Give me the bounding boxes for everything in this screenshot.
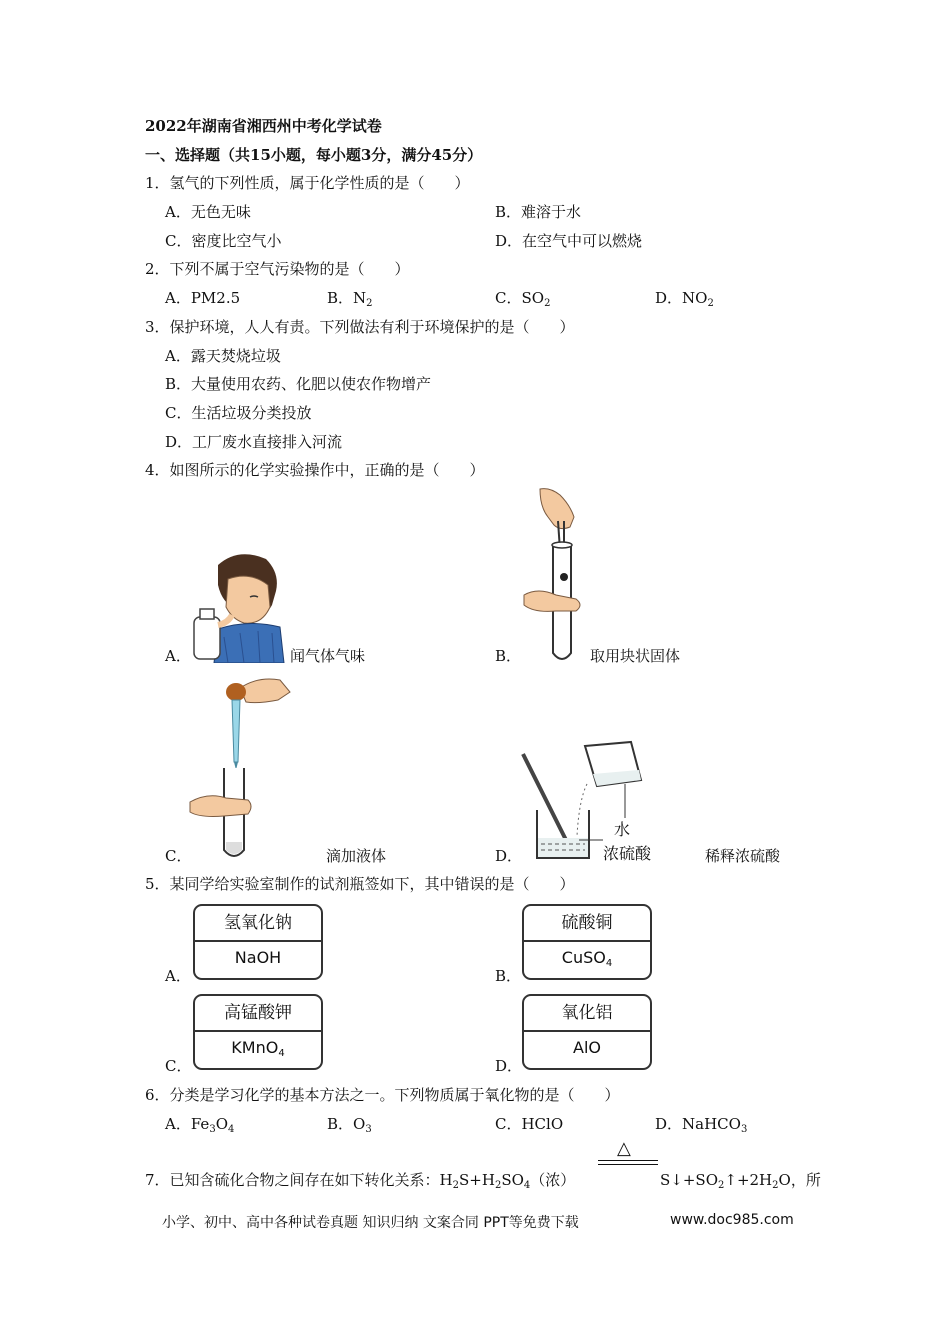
q1-option-b: B．难溶于水 <box>495 203 582 221</box>
reagent-name: 氢氧化钠 <box>195 906 321 942</box>
q3-option-c: C．生活垃圾分类投放 <box>165 404 312 422</box>
reagent-name: 硫酸铜 <box>524 906 650 942</box>
question-2-stem: 2．下列不属于空气污染物的是（ ） <box>145 260 410 278</box>
heat-symbol: △ <box>617 1138 631 1159</box>
q1-option-c: C．密度比空气小 <box>165 232 282 250</box>
q2-option-c: C．$SO_2$ <box>495 289 551 309</box>
footer-promo-text: 小学、初中、高中各种试卷真题 知识归纳 文案合同 PPT等免费下载 <box>162 1215 579 1231</box>
q4-option-d-letter: D． <box>495 847 523 865</box>
solid-in-test-tube-illustration <box>520 487 590 665</box>
reaction-arrow-line <box>598 1160 658 1161</box>
smelling-gas-illustration <box>188 545 288 663</box>
question-7-stem: 7．已知含硫化合物之间存在如下转化关系：$H_2S+H_2SO_4$（浓） <box>145 1171 576 1191</box>
reagent-formula: CuSO$_4$ <box>561 948 613 969</box>
q5-option-b-letter: B． <box>495 967 522 985</box>
q5-option-a-letter: A． <box>165 967 191 985</box>
q4-option-d-caption: 稀释浓硫酸 <box>705 847 781 865</box>
q6-option-b: B．$O_3$ <box>327 1115 372 1135</box>
q4-option-b-letter: B． <box>495 647 522 665</box>
q6-option-d: D．NaHCO$_3$ <box>655 1115 748 1135</box>
section-heading: 一、选择题（共15小题，每小题3分，满分45分） <box>145 146 483 164</box>
reagent-name: 氧化铝 <box>524 996 650 1032</box>
q1-option-a: A．无色无味 <box>165 203 251 221</box>
question-3-stem: 3．保护环境，人人有责。下列做法有利于环境保护的是（ ） <box>145 318 575 336</box>
reagent-formula: AlO <box>573 1038 601 1057</box>
q4-option-a-letter: A． <box>165 647 191 665</box>
q3-option-b: B．大量使用农药、化肥以使农作物增产 <box>165 375 432 393</box>
reaction-products: $S↓+SO_2↑+2H_2O$，所 <box>660 1171 821 1191</box>
water-label: 水 <box>614 820 631 839</box>
dropper-illustration <box>188 672 293 864</box>
q2-option-b: B．$N_2$ <box>327 289 373 309</box>
q4-option-c-caption: 滴加液体 <box>326 847 387 865</box>
reagent-label-a <box>193 904 323 980</box>
reagent-label-b <box>522 904 652 980</box>
q6-option-a: A．$Fe_3O_4$ <box>165 1115 235 1135</box>
q3-option-a: A．露天焚烧垃圾 <box>165 347 281 365</box>
q2-option-a: A．PM2.5 <box>165 289 241 307</box>
q4-option-b-caption: 取用块状固体 <box>590 647 681 665</box>
exam-title: 2022年湖南省湘西州中考化学试卷 <box>145 117 382 135</box>
footer-website-link[interactable]: www.doc985.com <box>670 1212 794 1228</box>
reagent-label-d <box>522 994 652 1070</box>
q5-option-d-letter: D． <box>495 1057 523 1075</box>
reaction-arrow-line <box>598 1164 658 1165</box>
q5-option-c-letter: C． <box>165 1057 192 1075</box>
question-6-stem: 6．分类是学习化学的基本方法之一。下列物质属于氧化物的是（ ） <box>145 1086 620 1104</box>
question-5-stem: 5．某同学给实验室制作的试剂瓶签如下，其中错误的是（ ） <box>145 875 575 893</box>
reagent-formula: KMnO$_4$ <box>231 1038 285 1059</box>
reagent-formula: NaOH <box>234 948 282 967</box>
q4-option-a-caption: 闻气体气味 <box>290 647 366 665</box>
q1-option-d: D．在空气中可以燃烧 <box>495 232 643 250</box>
q2-option-d: D．$NO_2$ <box>655 289 714 309</box>
reagent-name: 高锰酸钾 <box>195 996 321 1032</box>
q3-option-d: D．工厂废水直接排入河流 <box>165 433 343 451</box>
q4-option-c-letter: C． <box>165 847 192 865</box>
question-1-stem: 1．氢气的下列性质，属于化学性质的是（ ） <box>145 174 470 192</box>
q6-option-c: C．HClO <box>495 1115 564 1133</box>
reagent-label-c <box>193 994 323 1070</box>
concentrated-acid-label: 浓硫酸 <box>603 844 652 863</box>
question-4-stem: 4．如图所示的化学实验操作中，正确的是（ ） <box>145 461 485 479</box>
